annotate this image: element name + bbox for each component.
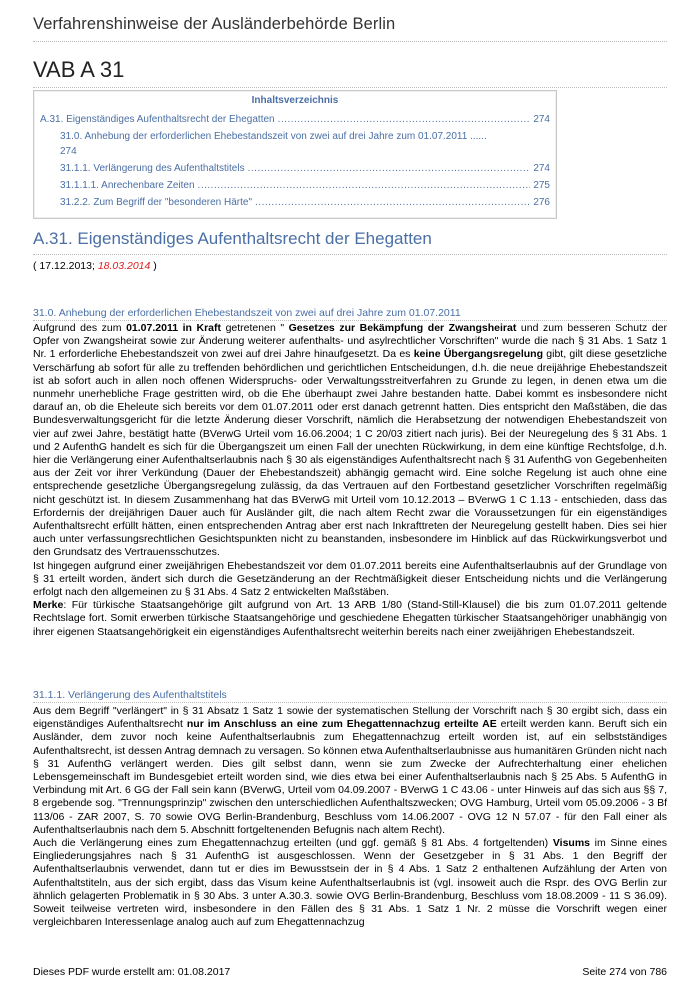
section-title: A.31. Eigenständiges Aufenthaltsrecht der Ehegatten [33, 229, 667, 255]
subsection-body-31-1-1 [33, 705, 667, 929]
toc-entry-text: 31.1.1. Verlängerung des Aufenthaltstitels [60, 163, 245, 174]
toc-entry-3111[interactable] [40, 161, 550, 176]
toc-entry-text: 31.0. Anhebung der erforderlichen Ehebestandszeit von zwei auf drei Jahre zum 01.07.2011 [60, 131, 468, 142]
revision-date-highlight: 18.03.2014 [97, 260, 151, 272]
document-page [33, 0, 667, 990]
toc-entry-text: 31.1.1.1. Anrechenbare Zeiten [60, 180, 195, 191]
subsection-title-31-0: 31.0. Anhebung der erforderlichen Ehebestandszeit von zwei auf drei Jahre zum 01.07.2011 [33, 307, 667, 321]
paragraph: Aus dem Begriff "verlängert" in § 31 Absatz 1 Satz 1 sowie der systematischen Stellung der Vorschrift nach § 30 ergibt sich, dass ein eigenständiges Aufenthaltsrecht nur im Anschluss an eine zum Ehegattennachzug erteilte AE erteilt werden kann. Beruft sich ein Ausländer, dem zuvor noch keine Aufenthaltserlaubnis zum Ehegattennachzug erteilt worden ist, auf ein selbstständiges Aufenthaltsrecht, ist dessen Antrag demnach zu versagen. So können etwa Aufenthaltserlaubnisse aus humanitären Gründen nicht nach § 31 AufenthG verlängert werden. Dies gilt selbst dann, wenn sie zum Zwecke der Aufrechterhaltung einer ehelichen Lebensgemeinschaft im Bundesgebiet erteilt worden sind, wie dies etwa bei einer Aufenthaltserlaubnis nach § 25 Abs. 5 AufenthG in Verbindung mit Art. 6 GG der Fall sein kann (BVerwG, Urteil vom 04.09.2007 - BVerwG 1 C 43.06 - unter Hinweis auf das sich aus §§ 7, 8 ergebende sog. "Trennungsprinzip" zwischen den unterschiedlichen Aufenthaltszwecken; OVG Hamburg, Urteil vom 05.09.2006 - 3 Bf 113/06 - ZAR 2007, S. 70 sowie OVG Berlin-Brandenburg, Beschluss vom 14.06.2007 - OVG 12 N 57.07 - für den Fall einer als Aufenthaltserlaubnis nach dem 5. Abschnitt fortgeltenenden Befugnis nach altem Recht). [33, 705, 667, 836]
toc-entry-310[interactable]: 31.0. Anhebung der erforderlichen Ehebestandszeit von zwei auf drei Jahre zum 01.07.2011 ...... 274 [60, 131, 487, 157]
toc-entry-page: 274 [533, 114, 550, 125]
paragraph: Aufgrund des zum 01.07.2011 in Kraft getretenen " Gesetzes zur Bekämpfung der Zwangsheirat und zum besseren Schutz der Opfer von Zwangsheirat sowie zur Änderung weiterer aufenthalts- und asylrechtlicher Vorschriften" wurde die nach § 31 Abs. 1 Satz 1 Nr. 1 erforderliche Ehebestandszeit von zwei auf drei Jahre hinaufgesetzt. Da es keine Übergangsregelung gibt, gilt diese gesetzliche Verschärfung ab sofort für alle zu treffenden behördlichen und gerichtlichen Entscheidungen, d.h. die neue dreijährige Ehebestandszeit ist ab sofort auch in allen noch offenen Widerspruchs- oder Verwaltungsstreitverfahren zu Grunde zu legen, in denen etwa um die nunmehr unerhebliche Frage gestritten wird, ob die Ehe überhaupt zwei Jahre bestanden hatte. Dabei kommt es insbesondere nicht darauf an, ob die Eheleute sich bereits vor dem 01.07.2011 oder erst danach getrennt hatten. Dies entspricht den Maßstäben, die das Bundesverwaltungsgericht für die letzte Änderung dieser Vorschrift, nämlich die Herabsetzung der notwendigen Ehebestandszeit von vier auf zwei Jahre, bestätigt hatte (BVerwG Urteil vom 16.06.2004; 1 C 20/03 zitiert nach juris). Bei der Neuregelung des § 31 Abs. 1 und 2 AufenthG handelt es sich für die Übergangszeit um einen Fall der unechten Rückwirkung, in dem eine künftige Rechtsfolge, d.h. hier die Verlängerung einer Aufenthaltserlaubnis nach § 30 als eigenständiges Aufenthaltsrecht nach § 31 AufenthG von Gegebenheiten aus der Zeit vor ihrer Verkündung (Dauer der Ehebestandszeit) abhängig gemacht wird. Eine solche Regelung ist auch ohne eine entsprechende gesetzliche Übergangsregelung zulässig, da das Vertrauen auf den Fortbestand gesetzlicher Vorschriften regelmäßig nicht geschützt ist. In diesem Zusammenhang hat das BVerwG mit Urteil vom 10.12.2013 – BVerwG 1 C 1.13 - entschieden, dass das Erfordernis der dreijährigen Dauer auch für Ausländer gilt, die nach altem Recht zwar die Voraussetzungen für ein eigenständiges Aufenthaltsrecht erfüllt hätten, einen entsprechenden Antrag aber erst nach Inkrafttreten der Neuregelung gestellt haben. Dies sei hier auch unter verfassungsrechtlichen Gesichtspunkten nicht zu beanstanden, insbesondere im Hinblick auf das Rückwirkungsverbot und den Grundsatz des Vertrauensschutzes. [33, 322, 667, 559]
toc-entry-text: A.31. Eigenständiges Aufenthaltsrecht der Ehegatten [40, 114, 275, 125]
toc-entry-31111[interactable] [40, 178, 550, 193]
toc-entry-page: 274 [60, 146, 77, 157]
page-footer [33, 966, 667, 978]
toc-entry-page: 274 [533, 163, 550, 174]
toc-entry-3122[interactable] [40, 195, 550, 210]
toc-entry-a31[interactable] [40, 112, 550, 127]
subsection-title-31-1-1: 31.1.1. Verlängerung des Aufenthaltstitels [33, 689, 667, 703]
paragraph: Auch die Verlängerung eines zum Ehegattennachzug erteilten (und ggf. gemäß § 81 Abs. 4 fortgeltenden) Visums im Sinne eines Eingliederungsjahres nach § 31 AufenthG ist ausgeschlossen. Wenn der Gesetzgeber in § 31 Abs. 1 den Begriff der Aufenthaltserlaubnis verwendet, dann tut er dies im Bewusstsein der in § 4 Abs. 1 Satz 2 enthaltenen Aufzählung der Arten von Aufenthaltstiteln, aus der sich ergibt, dass das Visum keine Aufenthaltserlaubnis ist (vgl. insoweit auch die Rspr. des OVG Berlin zur ähnlich gelagerten Problematik in § 30 Abs. 3 unter A.30.3. sowie OVG Berlin-Brandenburg, Beschluss vom 18.08.2009 - 11 S 36.09). Soweit teilweise vertreten wird, insbesondere in den Fällen des § 31 Abs. 1 Satz 1 Nr. 2 müsse die Vorschrift wegen einer vergleichbaren Interessenlage analog auch auf zum Ehegattennachzug [33, 837, 668, 929]
toc-entry-page: 276 [533, 197, 550, 208]
footer-page-number: Seite 274 von 786 [582, 966, 667, 978]
toc-entry-page: 275 [533, 180, 550, 191]
table-of-contents [33, 90, 557, 219]
header-title: Verfahrenshinweise der Ausländerbehörde Berlin [33, 15, 667, 42]
toc-entry-text: 31.2.2. Zum Begriff der "besonderen Härte" [60, 197, 253, 208]
footer-created-date: Dieses PDF wurde erstellt am: 01.08.2017 [33, 966, 231, 978]
paragraph: Ist hingegen aufgrund einer zweijährigen Ehebestandszeit vor dem 01.07.2011 bereits eine Aufenthaltserlaubnis auf der Grundlage von § 31 erteilt worden, ändert sich durch die Gesetzänderung an der Rechtmäßigkeit dieser Entscheidung nichts und die Verlängerung erfolgt nach den allgemeinen zu § 31 Abs. 4 Satz 2 entwickelten Maßstäben. [33, 559, 667, 599]
paragraph: Merke: Für türkische Staatsangehörige gilt aufgrund von Art. 13 ARB 1/80 (Stand-Still-Klausel) die bis zum 01.07.2011 geltende Rechtslage fort. Somit erwerben türkische Staatsangehörige und geschiedene Ehegatten türkischer Staatsangehöriger unabhängig von ihrer eigenen Staatsangehörigkeit ein eigenständiges Aufenthaltsrecht weiterhin bereits nach einer zweijährigen Ehebestandszeit. [33, 599, 667, 638]
subsection-body-31-0 [33, 322, 667, 639]
revision-dates: ( 17.12.2013; 18.03.2014 ) [33, 260, 157, 272]
toc-heading: Inhaltsverzeichnis [251, 95, 339, 106]
document-title: VAB A 31 [33, 57, 667, 88]
